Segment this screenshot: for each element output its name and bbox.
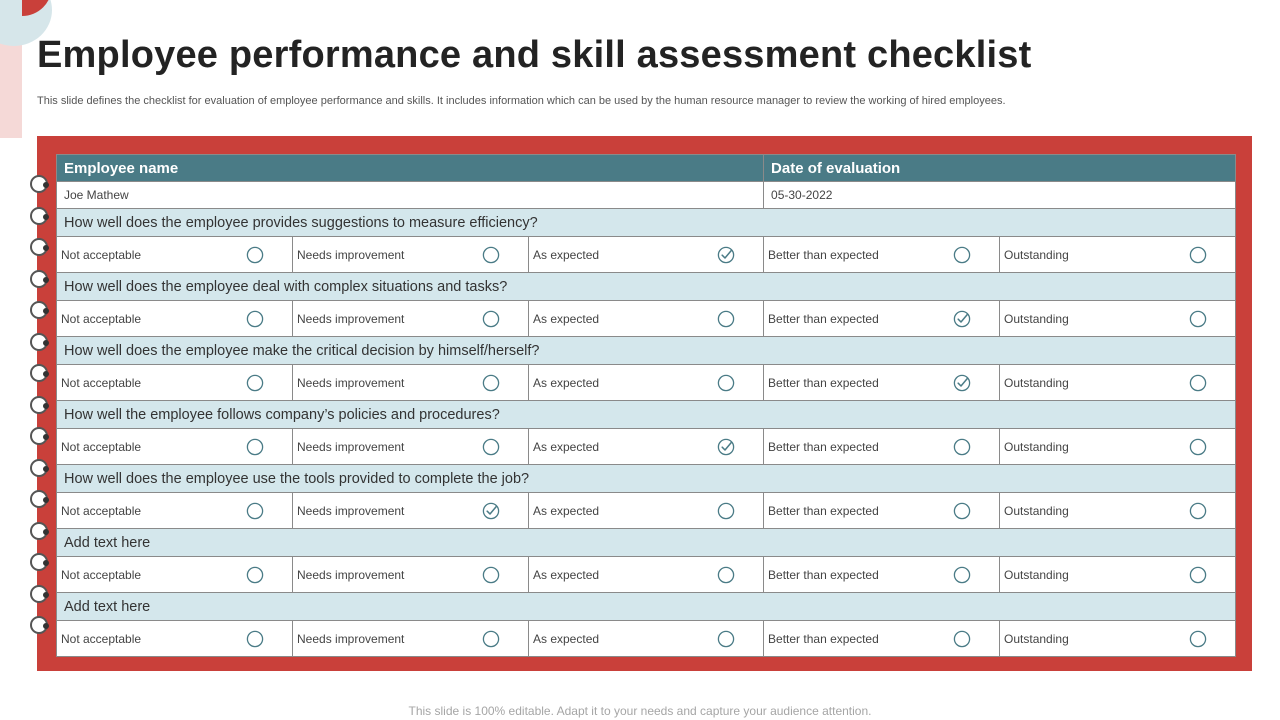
employee-name-value[interactable]: Joe Mathew (57, 182, 764, 209)
rating-option-label: Outstanding (1004, 567, 1069, 582)
rating-option-label: Better than expected (768, 375, 879, 390)
question-text[interactable]: Add text here (57, 593, 1236, 621)
rating-option-label: As expected (533, 247, 600, 262)
rating-options-row (57, 493, 1236, 529)
rating-option-label: Needs improvement (297, 375, 405, 390)
circle-icon[interactable] (1189, 374, 1207, 392)
rating-option-label: Outstanding (1004, 311, 1069, 326)
question-text[interactable]: Add text here (57, 529, 1236, 557)
rating-option-label: Better than expected (768, 311, 879, 326)
circle-icon[interactable] (1189, 502, 1207, 520)
binder-ring-icon (28, 425, 50, 447)
rating-option[interactable] (764, 237, 1000, 273)
rating-option-label: As expected (533, 439, 600, 454)
question-row (57, 337, 1236, 365)
rating-option[interactable] (764, 301, 1000, 337)
page-title: Employee performance and skill assessment checklist (37, 34, 1032, 76)
rating-option-label: Not acceptable (61, 503, 142, 518)
circle-icon[interactable] (482, 246, 500, 264)
rating-option[interactable] (293, 493, 529, 529)
circle-icon[interactable] (482, 630, 500, 648)
rating-option[interactable] (1000, 237, 1236, 273)
circle-icon[interactable] (1189, 438, 1207, 456)
rating-option-label: Needs improvement (297, 439, 405, 454)
circle-icon[interactable] (246, 502, 264, 520)
circle-icon[interactable] (246, 566, 264, 584)
rating-option-label: Not acceptable (61, 567, 142, 582)
question-text[interactable]: How well does the employee deal with complex situations and tasks? (57, 273, 1236, 301)
rating-option-label: Better than expected (768, 567, 879, 582)
rating-option-label: Outstanding (1004, 439, 1069, 454)
rating-option[interactable] (293, 365, 529, 401)
date-value[interactable]: 05-30-2022 (764, 182, 1236, 209)
check-circle-icon[interactable] (717, 246, 735, 264)
rating-option-label: Not acceptable (61, 375, 142, 390)
rating-option[interactable] (293, 301, 529, 337)
rating-option[interactable] (764, 621, 1000, 657)
rating-option-label: Needs improvement (297, 311, 405, 326)
rating-option-label: Outstanding (1004, 375, 1069, 390)
employee-name-header: Employee name (57, 155, 764, 182)
rating-option-label: Not acceptable (61, 311, 142, 326)
rating-option-label: Not acceptable (61, 247, 142, 262)
rating-option-label: Needs improvement (297, 247, 405, 262)
rating-option-label: Needs improvement (297, 631, 405, 646)
question-text[interactable]: How well the employee follows company’s policies and procedures? (57, 401, 1236, 429)
circle-icon[interactable] (1189, 246, 1207, 264)
binder-ring-icon (28, 520, 50, 542)
rating-option[interactable] (529, 557, 764, 593)
date-header: Date of evaluation (764, 155, 1236, 182)
rating-options-row (57, 237, 1236, 273)
rating-option[interactable] (293, 621, 529, 657)
rating-option-label: As expected (533, 503, 600, 518)
rating-option-label: Outstanding (1004, 247, 1069, 262)
circle-icon[interactable] (246, 246, 264, 264)
rating-option-label: Better than expected (768, 631, 879, 646)
rating-option[interactable] (57, 429, 293, 465)
rating-options-row (57, 365, 1236, 401)
rating-option[interactable] (529, 621, 764, 657)
rating-option[interactable] (57, 237, 293, 273)
rating-option[interactable] (293, 429, 529, 465)
circle-icon[interactable] (246, 310, 264, 328)
binder-ring-icon (28, 299, 50, 321)
question-row (57, 209, 1236, 237)
binder-ring-icon (28, 331, 50, 353)
binder-ring-icon (28, 236, 50, 258)
rating-option[interactable] (529, 429, 764, 465)
footer-note: This slide is 100% editable. Adapt it to your needs and capture your audience attention. (408, 704, 872, 718)
circle-icon[interactable] (482, 374, 500, 392)
rating-option[interactable] (57, 365, 293, 401)
question-row (57, 593, 1236, 621)
rating-option[interactable] (1000, 621, 1236, 657)
circle-icon[interactable] (953, 502, 971, 520)
circle-icon[interactable] (953, 566, 971, 584)
rating-option-label: Outstanding (1004, 631, 1069, 646)
rating-option[interactable] (764, 493, 1000, 529)
binder-ring-icon (28, 205, 50, 227)
rating-option[interactable] (1000, 493, 1236, 529)
rating-option-label: Better than expected (768, 247, 879, 262)
circle-icon[interactable] (482, 566, 500, 584)
circle-icon[interactable] (1189, 566, 1207, 584)
check-circle-icon[interactable] (953, 310, 971, 328)
rating-options-row (57, 429, 1236, 465)
rating-option[interactable] (57, 621, 293, 657)
circle-icon[interactable] (717, 566, 735, 584)
circle-icon[interactable] (717, 502, 735, 520)
rating-option-label: Needs improvement (297, 567, 405, 582)
rating-option[interactable] (293, 237, 529, 273)
circle-icon[interactable] (953, 438, 971, 456)
circle-icon[interactable] (717, 310, 735, 328)
binder-ring-icon (28, 457, 50, 479)
rating-option[interactable] (1000, 365, 1236, 401)
rating-option[interactable] (57, 301, 293, 337)
assessment-table (56, 154, 1236, 657)
circle-icon[interactable] (717, 630, 735, 648)
rating-option[interactable] (1000, 301, 1236, 337)
rating-options-row (57, 557, 1236, 593)
check-circle-icon[interactable] (482, 502, 500, 520)
binder-ring-icon (28, 173, 50, 195)
circle-icon[interactable] (717, 374, 735, 392)
rating-option[interactable] (764, 557, 1000, 593)
circle-icon[interactable] (482, 310, 500, 328)
rating-option[interactable] (1000, 429, 1236, 465)
rating-option[interactable] (529, 493, 764, 529)
circle-icon[interactable] (1189, 630, 1207, 648)
binder-ring-icon (28, 362, 50, 384)
check-circle-icon[interactable] (953, 374, 971, 392)
rating-option[interactable] (293, 557, 529, 593)
rating-option[interactable] (529, 301, 764, 337)
circle-icon[interactable] (953, 630, 971, 648)
binder-ring-icon (28, 614, 50, 636)
rating-option-label: As expected (533, 375, 600, 390)
rating-option-label: Not acceptable (61, 631, 142, 646)
circle-icon[interactable] (246, 374, 264, 392)
circle-icon[interactable] (482, 438, 500, 456)
binder-ring-icon (28, 551, 50, 573)
circle-icon[interactable] (246, 438, 264, 456)
question-row (57, 529, 1236, 557)
circle-icon[interactable] (1189, 310, 1207, 328)
rating-options-row (57, 621, 1236, 657)
question-row (57, 401, 1236, 429)
rating-option-label: Needs improvement (297, 503, 405, 518)
info-row (57, 182, 1236, 209)
rating-option[interactable] (1000, 557, 1236, 593)
binder-ring-icon (28, 583, 50, 605)
check-circle-icon[interactable] (717, 438, 735, 456)
question-text[interactable]: How well does the employee use the tools provided to complete the job? (57, 465, 1236, 493)
rating-option-label: As expected (533, 631, 600, 646)
question-row (57, 273, 1236, 301)
binder-ring-icon (28, 268, 50, 290)
rating-option[interactable] (57, 493, 293, 529)
rating-option[interactable] (764, 429, 1000, 465)
page-subtitle: This slide defines the checklist for evaluation of employee performance and skills. It includes information which can be used by the human resource manager to review the working of hired employees. (37, 95, 1006, 107)
rating-option[interactable] (764, 365, 1000, 401)
rating-option[interactable] (57, 557, 293, 593)
binder-ring-icon (28, 488, 50, 510)
question-row (57, 465, 1236, 493)
circle-icon[interactable] (246, 630, 264, 648)
rating-option-label: As expected (533, 567, 600, 582)
rating-option[interactable] (529, 365, 764, 401)
table-header-row (57, 155, 1236, 182)
rating-option-label: Outstanding (1004, 503, 1069, 518)
rating-option-label: Better than expected (768, 439, 879, 454)
binder-ring-icon (28, 394, 50, 416)
rating-options-row (57, 301, 1236, 337)
circle-icon[interactable] (953, 246, 971, 264)
rating-option[interactable] (529, 237, 764, 273)
question-text[interactable]: How well does the employee make the critical decision by himself/herself? (57, 337, 1236, 365)
rating-option-label: As expected (533, 311, 600, 326)
rating-option-label: Not acceptable (61, 439, 142, 454)
question-text[interactable]: How well does the employee provides suggestions to measure efficiency? (57, 209, 1236, 237)
rating-option-label: Better than expected (768, 503, 879, 518)
